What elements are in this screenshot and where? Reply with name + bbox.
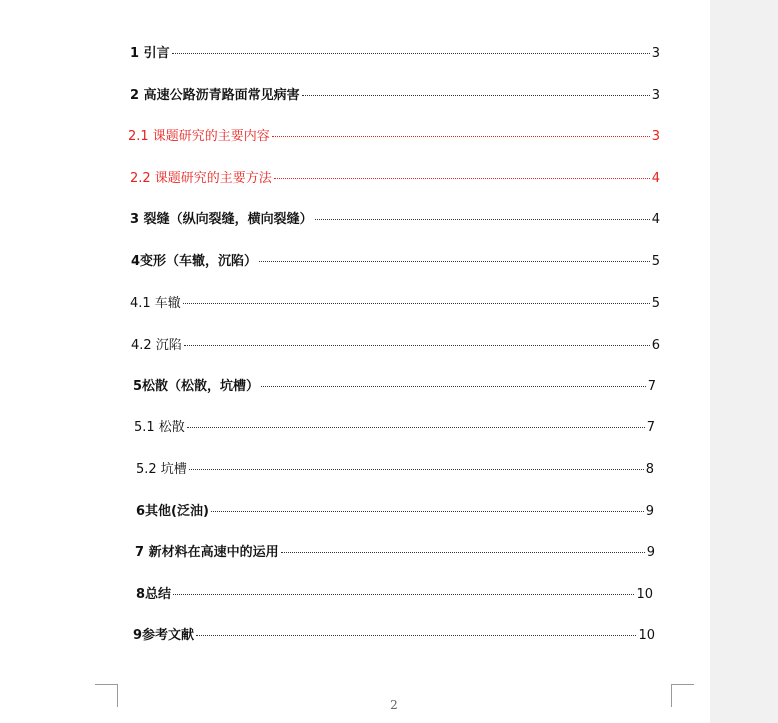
toc-entry-page: 3 (651, 88, 660, 103)
toc-entry-page: 9 (646, 545, 655, 560)
margin-corner-mark-right (671, 684, 694, 707)
toc-entry-7[interactable] (135, 543, 655, 563)
toc-leader-dots (172, 53, 650, 54)
toc-entry-4-2[interactable] (131, 336, 660, 356)
margin-corner-mark-left (95, 684, 118, 707)
toc-entry-title: 8总结 (136, 587, 172, 602)
toc-entry-5[interactable] (133, 377, 656, 397)
toc-entry-title: 4变形（车辙，沉陷） (131, 254, 258, 269)
toc-entry-title: 2 高速公路沥青路面常见病害 (130, 88, 300, 103)
toc-leader-dots (259, 261, 650, 262)
toc-leader-dots (173, 594, 634, 595)
toc-entry-page: 10 (636, 587, 653, 602)
toc-entry-page: 7 (646, 420, 655, 435)
toc-entry-page: 6 (651, 338, 660, 353)
toc-entry-title: 6其他(泛油) (136, 504, 209, 519)
toc-entry-6[interactable] (136, 502, 654, 522)
toc-entry-title: 4.1 车辙 (130, 296, 181, 311)
page-number: 2 (390, 698, 398, 712)
toc-leader-dots (272, 136, 650, 137)
toc-entry-title: 5.1 松散 (134, 420, 185, 435)
toc-entry-title: 2.1 课题研究的主要内容 (128, 129, 270, 144)
toc-entry-3[interactable] (130, 210, 660, 230)
toc-entry-2-2[interactable] (130, 169, 660, 189)
toc-leader-dots (315, 219, 650, 220)
toc-entry-2-1[interactable] (128, 127, 660, 147)
toc-entry-4[interactable] (131, 252, 660, 272)
toc-entry-page: 3 (651, 129, 660, 144)
toc-leader-dots (302, 95, 650, 96)
toc-leader-dots (189, 469, 644, 470)
toc-entry-8[interactable] (136, 585, 653, 605)
toc-entry-page: 7 (647, 379, 656, 394)
toc-entry-title: 4.2 沉陷 (131, 338, 182, 353)
toc-entry-5-2[interactable] (136, 460, 654, 480)
toc-entry-title: 5.2 坑槽 (136, 462, 187, 477)
toc-leader-dots (196, 635, 636, 636)
toc-entry-title: 1 引言 (130, 46, 170, 61)
toc-entry-title: 3 裂缝（纵向裂缝，横向裂缝） (130, 212, 313, 227)
toc-leader-dots (184, 345, 650, 346)
toc-entry-page: 5 (651, 296, 660, 311)
toc-entry-page: 3 (651, 46, 660, 61)
toc-leader-dots (211, 511, 644, 512)
toc-entry-title: 7 新材料在高速中的运用 (135, 545, 279, 560)
toc-leader-dots (261, 386, 646, 387)
workspace-gutter (710, 0, 778, 723)
toc-entry-page: 8 (645, 462, 654, 477)
toc-entry-2[interactable] (130, 86, 660, 106)
toc-entry-page: 4 (651, 212, 660, 227)
toc-leader-dots (274, 178, 650, 179)
toc-entry-title: 9参考文献 (133, 628, 195, 643)
toc-leader-dots (281, 552, 645, 553)
toc-entry-9[interactable] (133, 626, 655, 646)
toc-entry-page: 10 (638, 628, 655, 643)
toc-leader-dots (183, 303, 650, 304)
toc-entry-title: 2.2 课题研究的主要方法 (130, 171, 272, 186)
toc-entry-page: 5 (651, 254, 660, 269)
toc-entry-4-1[interactable] (130, 294, 660, 314)
toc-leader-dots (187, 427, 645, 428)
toc-entry-page: 9 (645, 504, 654, 519)
toc-entry-page: 4 (651, 171, 660, 186)
toc-entry-title: 5松散（松散，坑槽） (133, 379, 260, 394)
toc-entry-1[interactable] (130, 44, 660, 64)
toc-entry-5-1[interactable] (134, 418, 655, 438)
